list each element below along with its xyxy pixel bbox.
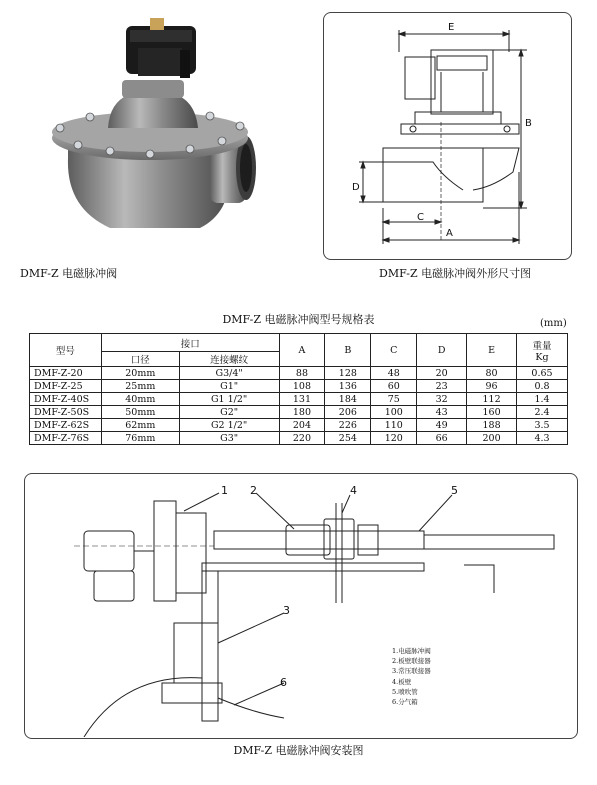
cell-a: 220 [279,432,325,445]
header-model: 型号 [30,334,102,367]
legend-item: 2.板壁联接器 [392,657,431,666]
cell-e: 160 [467,406,517,419]
cell-model: DMF-Z-25 [30,380,102,393]
cell-b: 206 [325,406,371,419]
cell-d: 23 [417,380,467,393]
legend-item: 5.喷吹管 [392,687,418,696]
callout-2: 2 [250,484,257,497]
dim-label-c: C [417,212,424,223]
cell-a: 131 [279,393,325,406]
cell-a: 204 [279,419,325,432]
callout-5: 5 [451,484,458,497]
header-weight [517,334,568,367]
dim-label-b: B [525,118,532,129]
legend-item: 6.分气箱 [392,698,418,707]
dim-label-d: D [352,182,360,193]
callout-3: 3 [283,604,290,617]
cell-d: 49 [417,419,467,432]
cell-thread: G1 1/2" [179,393,279,406]
header-d: D [417,334,467,367]
cell-model: DMF-Z-50S [30,406,102,419]
cell-a: 108 [279,380,325,393]
cell-weight: 4.3 [517,432,568,445]
cell-thread: G1" [179,380,279,393]
cell-d: 43 [417,406,467,419]
header-b: B [325,334,371,367]
callout-4: 4 [350,484,357,497]
valve-photo [30,8,262,240]
legend-item: 3.常压联接器 [392,667,431,676]
cell-diameter: 50mm [101,406,179,419]
table-row [30,432,568,445]
table-row [30,380,568,393]
table-row [30,406,568,419]
cell-weight: 2.4 [517,406,568,419]
cell-e: 112 [467,393,517,406]
install-legend [392,646,431,707]
table-row [30,419,568,432]
cell-weight: 0.8 [517,380,568,393]
cell-model: DMF-Z-62S [30,419,102,432]
header-weight-unit: Kg [535,351,549,363]
cell-thread: G2 1/2" [179,419,279,432]
cell-b: 254 [325,432,371,445]
cell-e: 96 [467,380,517,393]
spec-table [29,333,568,445]
legend-item: 4.板壁 [392,677,412,686]
spec-table-title: DMF-Z 电磁脉冲阀型号规格表 [222,313,375,326]
cell-e: 200 [467,432,517,445]
cell-c: 60 [371,380,417,393]
table-row [30,367,568,380]
cell-d: 20 [417,367,467,380]
header-e: E [467,334,517,367]
dim-label-e: E [448,22,455,33]
dimension-drawing-caption: DMF-Z 电磁脉冲阀外形尺寸图 [379,267,532,280]
cell-c: 48 [371,367,417,380]
callout-6: 6 [280,676,287,689]
cell-diameter: 62mm [101,419,179,432]
cell-diameter: 40mm [101,393,179,406]
cell-weight: 0.65 [517,367,568,380]
cell-model: DMF-Z-40S [30,393,102,406]
cell-e: 188 [467,419,517,432]
cell-d: 32 [417,393,467,406]
cell-c: 75 [371,393,417,406]
cell-d: 66 [417,432,467,445]
cell-b: 136 [325,380,371,393]
cell-weight: 1.4 [517,393,568,406]
install-drawing [24,473,576,737]
cell-diameter: 76mm [101,432,179,445]
cell-c: 120 [371,432,417,445]
cell-diameter: 20mm [101,367,179,380]
cell-a: 88 [279,367,325,380]
dimension-drawing [323,12,570,258]
callout-1: 1 [221,484,228,497]
cell-model: DMF-Z-20 [30,367,102,380]
cell-model: DMF-Z-76S [30,432,102,445]
header-a: A [279,334,325,367]
cell-e: 80 [467,367,517,380]
spec-table-unit: (mm) [540,318,567,329]
dim-label-a: A [446,228,453,239]
cell-weight: 3.5 [517,419,568,432]
cell-a: 180 [279,406,325,419]
cell-c: 100 [371,406,417,419]
header-thread: 连接螺纹 [179,352,279,367]
header-weight-label: 重量 [532,340,552,352]
cell-thread: G2" [179,406,279,419]
table-row [30,393,568,406]
install-drawing-caption: DMF-Z 电磁脉冲阀安装图 [233,744,364,757]
cell-c: 110 [371,419,417,432]
cell-b: 128 [325,367,371,380]
header-diameter: 口径 [101,352,179,367]
header-c: C [371,334,417,367]
cell-b: 226 [325,419,371,432]
cell-thread: G3/4" [179,367,279,380]
legend-item: 1.电磁脉冲阀 [392,647,431,655]
cell-thread: G3" [179,432,279,445]
cell-diameter: 25mm [101,380,179,393]
photo-caption: DMF-Z 电磁脉冲阀 [20,267,118,280]
cell-b: 184 [325,393,371,406]
header-port: 接口 [101,334,279,352]
